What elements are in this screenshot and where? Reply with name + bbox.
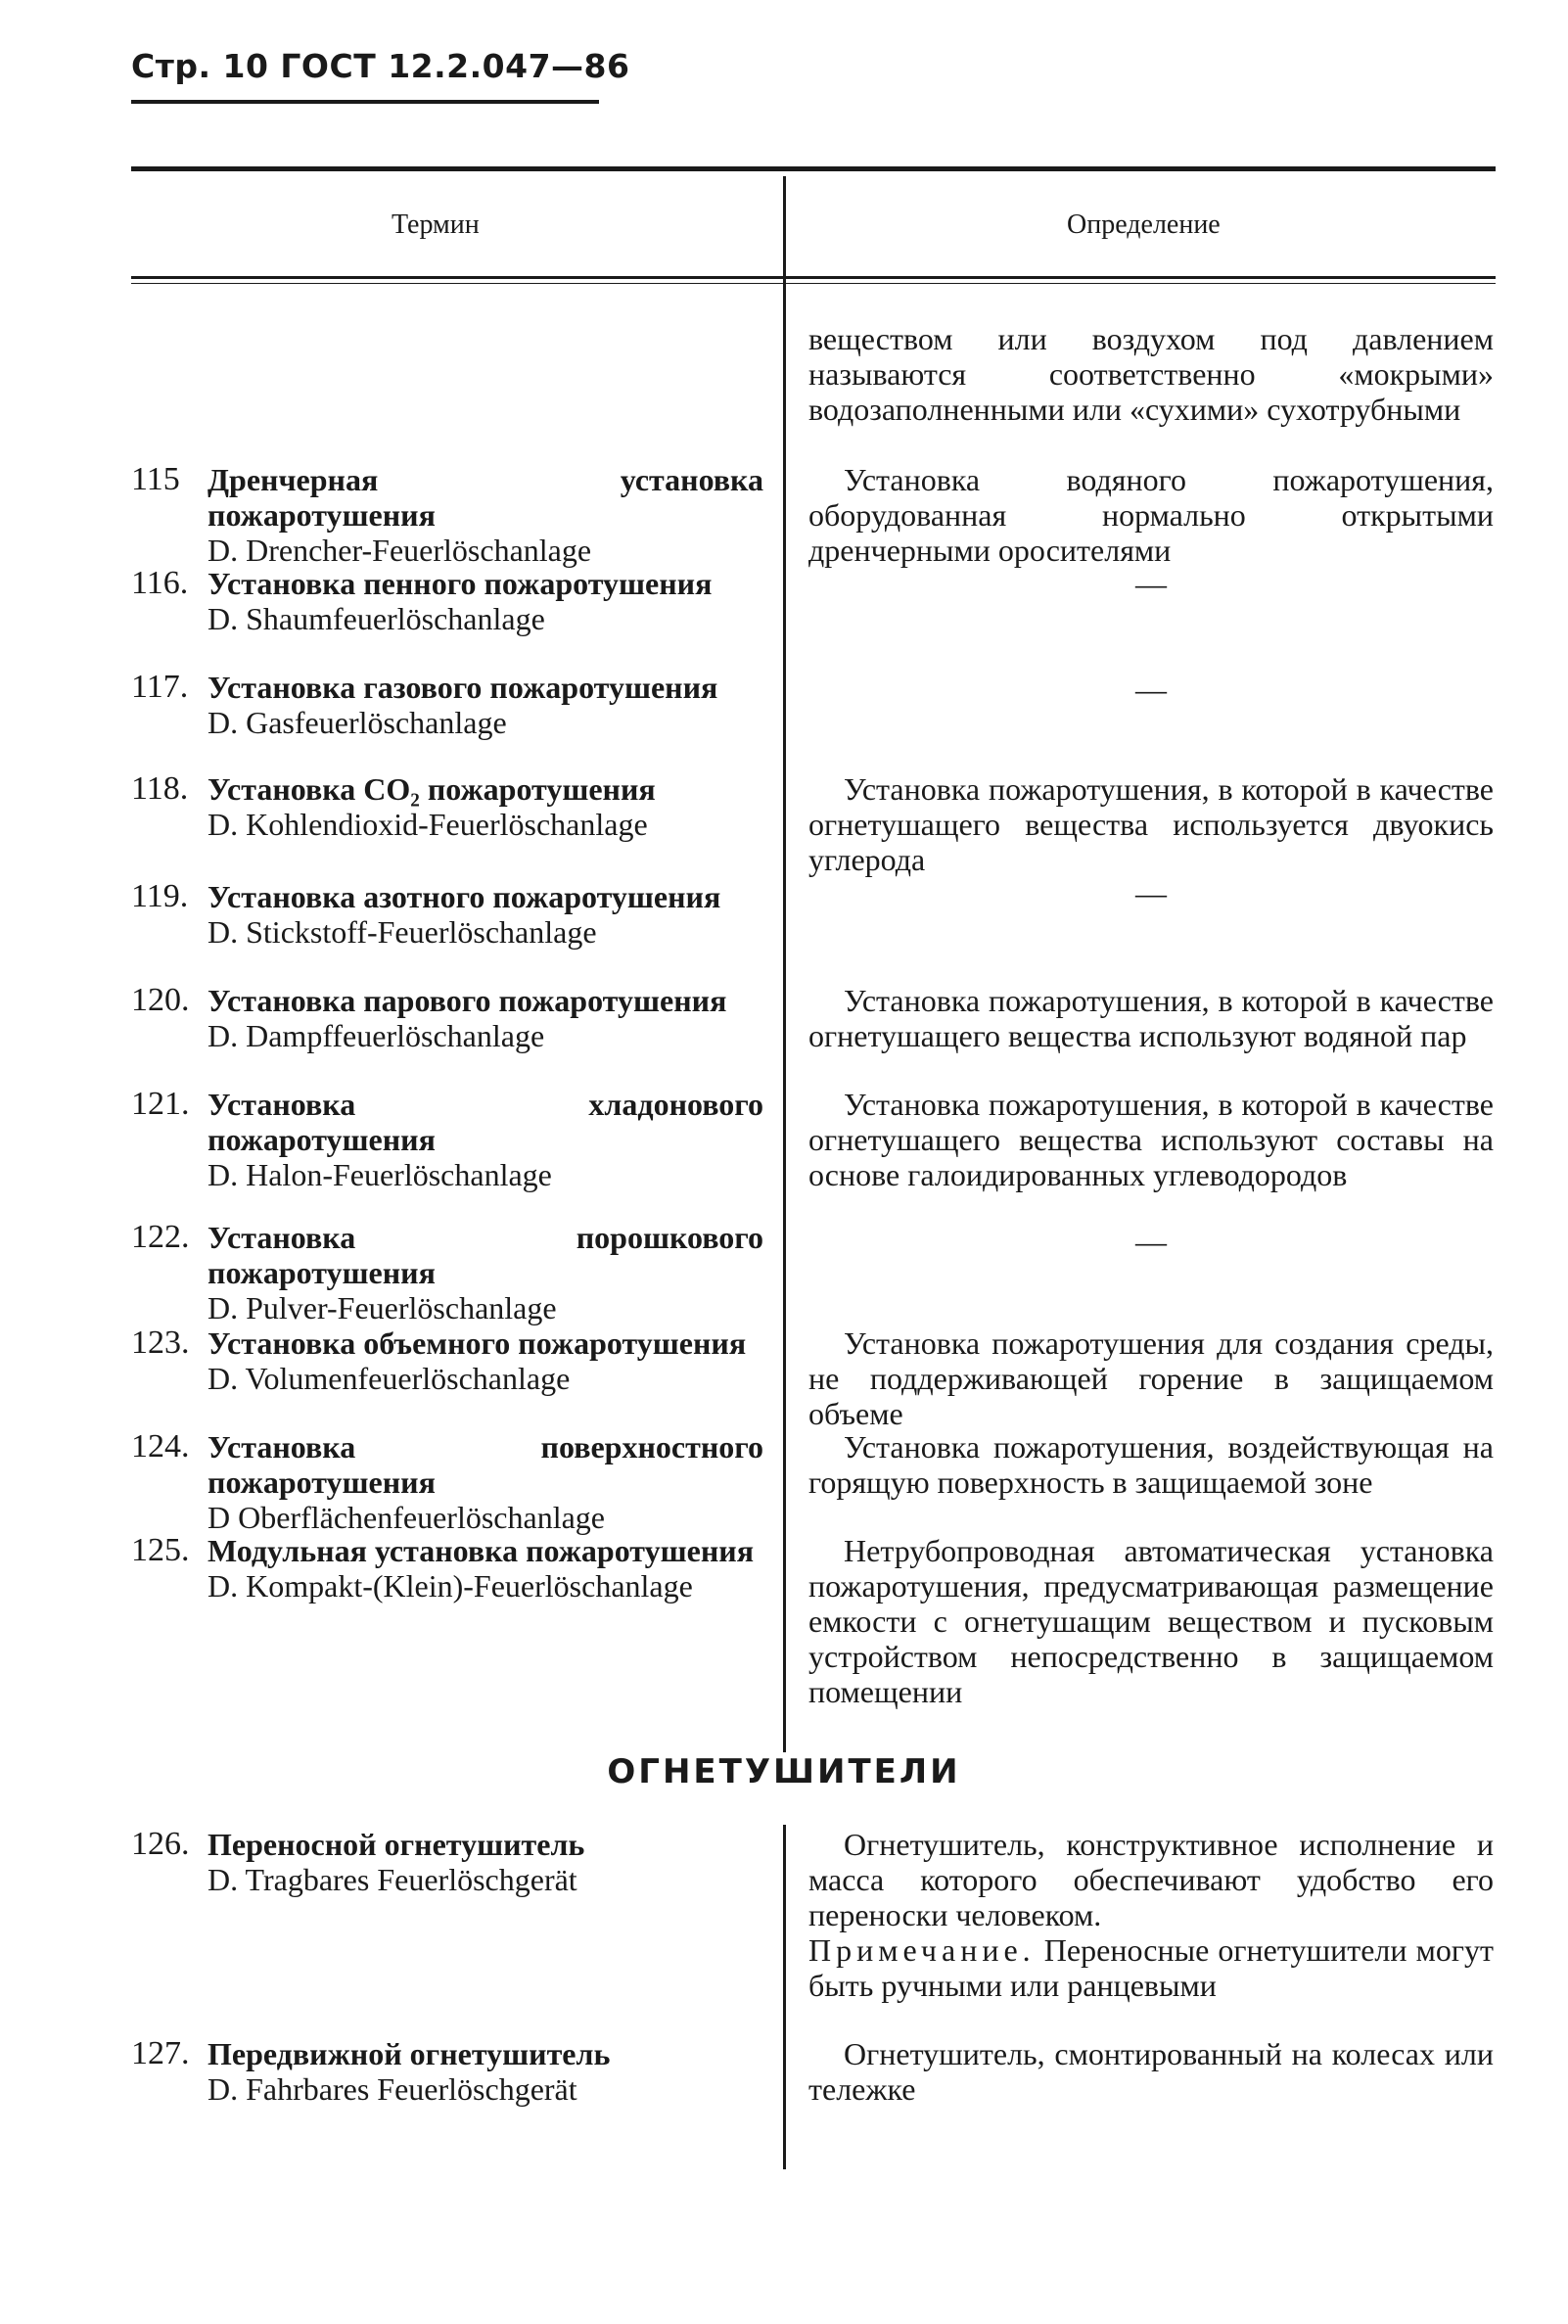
term-german: D. Shaumfeuerlöschanlage [208,601,545,636]
term-116 [208,566,763,636]
term-117 [208,670,763,740]
definition-continuation: веществом или воздухом под давлением называются соответственно «мокрыми» водозаполненными или «сухими» сухотрубными [808,321,1494,427]
entry-number: 125. [131,1532,190,1568]
entry-number: 123. [131,1325,190,1361]
definition-125: Нетрубопроводная автоматическая установка пожаротушения, предусматривающая размещение емкости с огнетушащим веществом и пусковым устройством непосредственно в защищаемом помещении [808,1533,1494,1709]
term-german: D. Volumenfeuerlöschanlage [208,1361,571,1396]
term-german: D. Gasfeuerlöschanlage [208,705,507,740]
page-header: Стр. 10 ГОСТ 12.2.047—86 [131,47,630,85]
entry-number: 115 [131,461,180,497]
term-120 [208,983,763,1053]
term-name: Передвижной огнетушитель [208,2036,611,2071]
table-top-rule [131,166,1496,171]
note-label: Примечание. [808,1932,1036,1968]
term-german: D. Halon-Feuerlöschanlage [208,1157,552,1192]
entry-number: 118. [131,770,189,807]
definition-119: — [1135,875,1167,910]
definition-116: — [1135,566,1167,601]
definition-124: Установка пожаротушения, воздействующая на горящую поверхность в защищаемой зоне [808,1429,1494,1500]
entry-number: 119. [131,878,189,914]
term-name: Установка хладонового пожаротушения [208,1087,763,1157]
term-115 [208,462,763,568]
term-118 [208,771,763,842]
term-name: Установка газового пожаротушения [208,670,718,705]
entry-number: 124. [131,1428,190,1464]
term-german: D Oberflächenfeuerlöschanlage [208,1500,605,1535]
definition-127: Огнетушитель, смонтированный на колесах или тележке [808,2036,1494,2107]
header-rule [131,100,599,104]
term-127 [208,2036,763,2107]
table-head-rule [131,276,1496,279]
definition-120: Установка пожаротушения, в которой в качестве огнетушащего вещества используют водяной пар [808,983,1494,1053]
column-divider [783,176,786,1752]
term-name: Переносной огнетушитель [208,1827,585,1862]
term-124 [208,1429,763,1535]
term-german: D. Kohlendioxid-Feuerlöschanlage [208,807,648,842]
column-header-definition: Определение [1067,209,1221,240]
definition-121: Установка пожаротушения, в которой в качестве огнетушащего вещества используют составы на основе галоидированных углеводородов [808,1087,1494,1192]
definition-122: — [1135,1224,1167,1259]
term-name: Дренчерная установка пожаротушения [208,462,763,533]
entry-number: 122. [131,1219,190,1255]
term-german: D. Kompakt-(Klein)-Feuerlöschanlage [208,1568,693,1604]
term-name: Установка объемного пожаротушения [208,1325,747,1361]
term-german: D. Stickstoff-Feuerlöschanlage [208,914,597,950]
term-119 [208,879,763,950]
term-german: D. Tragbares Feuerlöschgerät [208,1862,577,1897]
term-german: D. Drencher-Feuerlöschanlage [208,533,592,568]
definition-118: Установка пожаротушения, в которой в качестве огнетушащего вещества используется двуокись углерода [808,771,1494,877]
term-name: Установка порошкового пожаротушения [208,1220,763,1290]
definition-117: — [1135,672,1167,707]
term-121 [208,1087,763,1192]
term-122 [208,1220,763,1325]
term-name: Установка поверхностного пожаротушения [208,1429,763,1500]
column-divider-lower [783,1825,786,2169]
entry-number: 126. [131,1826,190,1862]
term-123 [208,1325,763,1396]
term-126 [208,1827,763,1897]
term-name: Модульная установка пожаротушения [208,1533,754,1568]
entry-number: 116. [131,565,189,601]
term-name: Установка CO₂ пожаротушения [208,771,656,807]
entry-number: 117. [131,669,189,705]
entry-number: 127. [131,2035,190,2071]
table-head-rule-thin [131,283,1496,284]
term-german: D. Dampffeuerlöschanlage [208,1018,545,1053]
definition-126 [808,1827,1494,2003]
term-german: D. Pulver-Feuerlöschanlage [208,1290,557,1325]
term-125 [208,1533,763,1604]
term-german: D. Fahrbares Feuerlöschgerät [208,2071,577,2107]
note-text: Переносные огнетушители могут быть ручными или ранцевыми [808,1932,1494,2003]
definition-115: Установка водяного пожаротушения, оборудованная нормально открытыми дренчерными оросителями [808,462,1494,568]
entry-number: 121. [131,1086,190,1122]
section-title: ОГНЕТУШИТЕЛИ [607,1752,961,1791]
column-header-term: Термин [392,209,480,240]
entry-number: 120. [131,982,190,1018]
definition-123: Установка пожаротушения для создания среды, не поддерживающей горение в защищаемом объеме [808,1325,1494,1431]
definition-text: Огнетушитель, конструктивное исполнение и масса которого обеспечивают удобство его переноски человеком. [808,1827,1494,1932]
term-name: Установка пенного пожаротушения [208,566,713,601]
term-name: Установка парового пожаротушения [208,983,727,1018]
term-name: Установка азотного пожаротушения [208,879,721,914]
